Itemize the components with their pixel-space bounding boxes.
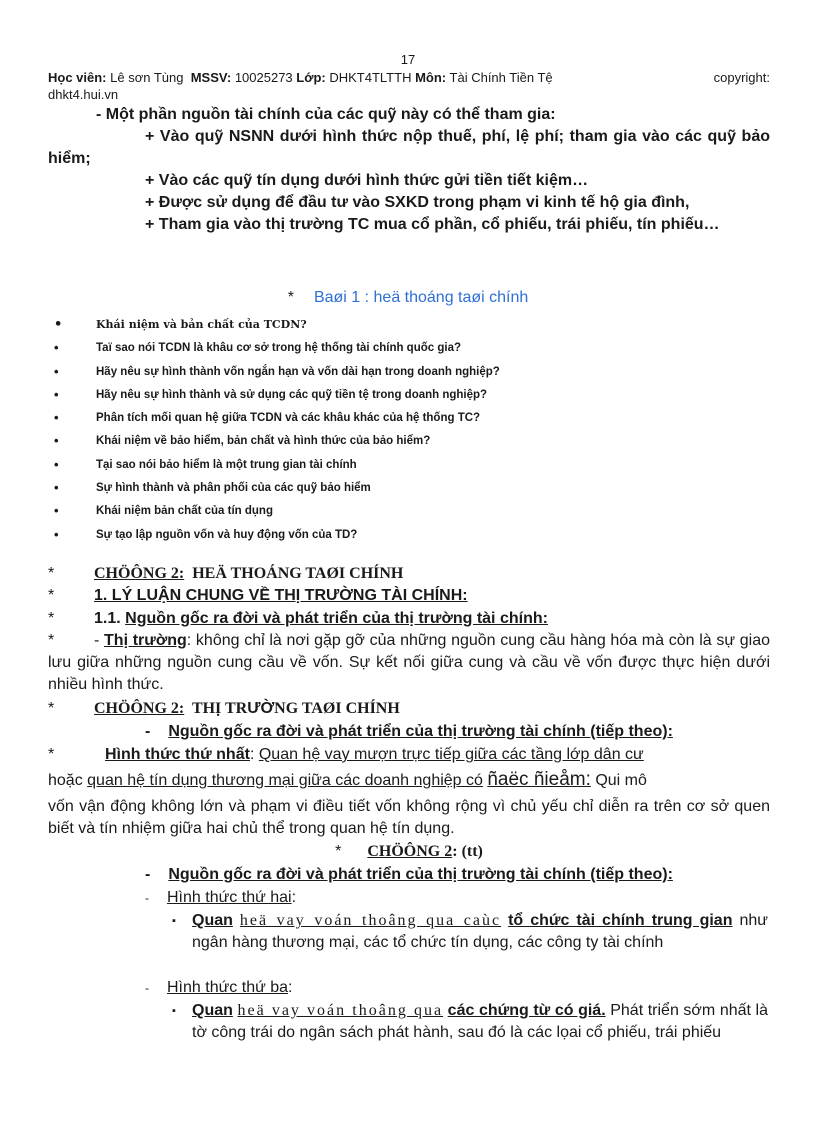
chapter-2-tt-heading: * CHÖÔNG 2: (tt) (335, 843, 483, 860)
form-1-paragraph: * Hình thức thứ nhất: Quan hệ vay mượn trực tiếp giữa các tầng lớp dân cư (48, 746, 644, 763)
form-2-heading: - Hình thức thứ hai: (145, 889, 297, 906)
list-item: • Taï sao nói TCDN là khâu cơ sở trong hệ thống tài chính quốc gia? (54, 340, 461, 356)
intro-p3: + Vào các quỹ tín dụng dưới hình thức gửi tiền tiết kiệm… (145, 172, 589, 189)
section-1-heading: * 1. LÝ LUẬN CHUNG VỀ THỊ TRƯỜNG TÀI CHÍNH: (48, 587, 468, 604)
list-item: • Sự hình thành và phân phối của các quỹ bảo hiểm (54, 480, 371, 496)
list-item: • Hãy nêu sự hình thành vốn ngắn hạn và vốn dài hạn trong doanh nghiệp? (54, 363, 500, 379)
chapter-2-heading: * CHÖÔNG 2: HEÄ THOÁNG TAØI CHÍNH (48, 565, 404, 582)
list-item: • Tại sao nói bảo hiểm là một trung gian tài chính (54, 456, 357, 472)
list-item: • Phân tích mối quan hệ giữa TCDN và các khâu khác của hệ thống TC? (54, 410, 481, 426)
page-header (48, 69, 770, 103)
intro-text (48, 104, 770, 236)
class-value: DHKT4TLTTH (329, 70, 412, 85)
question-list (48, 315, 770, 548)
square-bullet: ▪ (172, 1005, 176, 1017)
square-bullet: ▪ (172, 915, 176, 927)
form-2-item: Quan heä vay voán thoâng qua caùc tổ chức tài chính trung gian như ngân hàng thương mại, các tổ chức tín dụng, các công ty tài chính (192, 912, 769, 951)
mssv-label: MSSV: (190, 70, 232, 85)
student-name: Lê sơn Tùng (110, 70, 184, 85)
list-item: • Sự tạo lập nguồn vốn và huy động vốn của TD? (54, 526, 358, 542)
site-link[interactable]: dhkt4.hui.vn (48, 87, 119, 102)
mssv-value: 10025273 (234, 70, 293, 85)
intro-p5: + Tham gia vào thị trường TC mua cổ phần, cổ phiếu, trái phiếu, tín phiếu… (145, 216, 720, 233)
subject-label: Môn: (415, 70, 447, 85)
chapter-2-market-heading: * CHÖÔNG 2: THỊ TRƯỜNG TAØI CHÍNH (48, 700, 400, 717)
origin-continued: - Nguồn gốc ra đời và phát triển của thị trường tài chính (tiếp theo): (145, 723, 673, 740)
copyright-label: copyright: (713, 70, 770, 85)
origin-continued-2: - Nguồn gốc ra đời và phát triển của thị trường tài chính (tiếp theo): (145, 866, 673, 883)
market-definition: * - Thị trường: không chỉ là nơi gặp gỡ của những nguồn cung cầu hàng hóa mà còn là sự giao lưu giữa những nguồn cung cầu về vốn. Sự kết nối giữa cung và cầu về vốn được thực hiện dưới nhiều hình thức. (48, 632, 771, 693)
intro-p1: - Một phần nguồn tài chính của các quỹ này có thể tham gia: (96, 106, 556, 123)
lesson-title: Baøi 1 : heä thoáng taøi chính (313, 289, 529, 306)
student-label: Học viên: (48, 70, 107, 85)
list-item: • Hãy nêu sự hình thành và sử dụng các quỹ tiền tệ trong doanh nghiệp? (54, 386, 488, 402)
intro-p2: + Vào quỹ NSNN dưới hình thức nộp thuế, phí, lệ phí; tham gia vào các quỹ bảo hiểm; (48, 128, 770, 167)
list-item: • Khái niệm bản chất của tín dụng (54, 503, 273, 519)
form-1-line3: vốn vận động không lớn và phạm vi điều tiết vốn không rộng vì chủ yếu chỉ diễn ra trên cơ sở quen biết và tín nhiệm giữa hai chủ thể trong quan hệ tín dụng. (48, 798, 770, 837)
lesson-heading (0, 289, 816, 307)
list-item: • Khái niệm và bản chất của TCDN? (48, 315, 770, 338)
bullet: • (54, 317, 63, 332)
form-3-heading: - Hình thức thứ ba: (145, 979, 293, 996)
page-number: 17 (400, 52, 416, 67)
class-label: Lớp: (296, 70, 326, 85)
star-marker: * (287, 289, 294, 306)
form-1-line2: hoặc quan hệ tín dụng thương mại giữa các doanh nghiệp có ñaëc ñieåm: Qui mô (48, 769, 647, 790)
section-1-1-heading: * 1.1. Nguồn gốc ra đời và phát triển của thị trường tài chính: (48, 610, 548, 627)
intro-p4: + Được sử dụng để đầu tư vào SXKD trong phạm vi kinh tế hộ gia đình, (145, 194, 690, 211)
form-3-item: Quan heä vay voán thoâng qua các chứng từ có giá. Phát triển sớm nhất là tờ công trái do ngân sách phát hành, sau đó là các lọai cổ phiếu, trái phiếu (192, 1002, 769, 1041)
subject-value: Tài Chính Tiền Tệ (449, 70, 553, 85)
list-item: • Khái niệm về bảo hiểm, bản chất và hình thức của bảo hiểm? (54, 433, 431, 449)
